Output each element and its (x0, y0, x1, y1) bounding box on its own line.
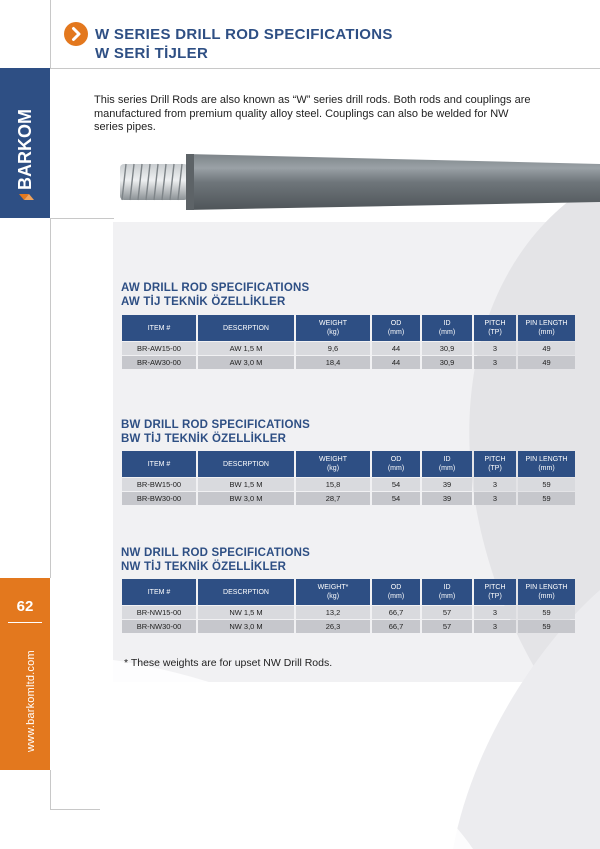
table-row (122, 478, 575, 491)
column-header: DESCRPTION (198, 579, 294, 605)
table-cell: 57 (422, 620, 472, 633)
page-number: 62 (16, 598, 34, 615)
table-cell: BR-BW30-00 (122, 492, 196, 505)
chevron-right-icon (64, 22, 88, 46)
website-link[interactable]: www.barkomltd.com (25, 650, 37, 752)
column-header: DESCRPTION (198, 315, 294, 341)
footer-rule (50, 809, 100, 810)
table-header-row (122, 451, 575, 477)
table-cell: BR-NW15-00 (122, 606, 196, 619)
table-cell: 30,9 (422, 356, 472, 369)
table-row (122, 342, 575, 355)
footnote: * These weights are for upset NW Drill Rods. (124, 657, 333, 669)
table-cell: 9,6 (296, 342, 370, 355)
table-cell: BW 1,5 M (198, 478, 294, 491)
table-cell: 59 (518, 478, 575, 491)
table-cell: 3 (474, 606, 516, 619)
table-cell: BW 3,0 M (198, 492, 294, 505)
table-cell: 59 (518, 492, 575, 505)
column-header: OD (mm) (372, 579, 420, 605)
rod-rule (50, 218, 114, 219)
column-header: ID (mm) (422, 315, 472, 341)
column-header: PIN LENGTH (mm) (518, 579, 575, 605)
column-header: PITCH (TP) (474, 315, 516, 341)
column-header: PIN LENGTH (mm) (518, 451, 575, 477)
column-header: WEIGHT* (kg) (296, 579, 370, 605)
table-cell: 66,7 (372, 606, 420, 619)
column-header: ITEM # (122, 315, 196, 341)
table-row (122, 492, 575, 505)
table-cell: NW 1,5 M (198, 606, 294, 619)
table-cell: 3 (474, 342, 516, 355)
table-cell: 49 (518, 356, 575, 369)
column-header: ID (mm) (422, 579, 472, 605)
table-cell: 59 (518, 606, 575, 619)
table-cell: NW 3,0 M (198, 620, 294, 633)
table-cell: 28,7 (296, 492, 370, 505)
column-header: PITCH (TP) (474, 579, 516, 605)
frame-line-top (50, 0, 51, 68)
page-subtitle: W SERİ TİJLER (95, 45, 209, 62)
table-cell: 44 (372, 356, 420, 369)
table-cell: 3 (474, 478, 516, 491)
table-cell: BR-NW30-00 (122, 620, 196, 633)
bw-section-subtitle: BW TİJ TEKNİK ÖZELLİKLER (121, 433, 287, 445)
intro-paragraph: This series Drill Rods are also known as “W” series drill rods. Both rods and couplings are manufactured from premium quality alloy steel. Couplings can also be welded for NW series pipes. (94, 94, 531, 133)
table-cell: 26,3 (296, 620, 370, 633)
table-cell: 39 (422, 492, 472, 505)
drill-rod-image (116, 150, 600, 214)
barkom-logo (5, 76, 45, 206)
table-header-row (122, 315, 575, 341)
column-header: WEIGHT (kg) (296, 315, 370, 341)
table-cell: 59 (518, 620, 575, 633)
aw-section-subtitle: AW TİJ TEKNİK ÖZELLİKLER (121, 296, 286, 308)
column-header: ITEM # (122, 451, 196, 477)
table-cell: 13,2 (296, 606, 370, 619)
column-header: PIN LENGTH (mm) (518, 315, 575, 341)
table-cell: 49 (518, 342, 575, 355)
nw-spec-table (120, 578, 577, 634)
aw-section-title: AW DRILL ROD SPECIFICATIONS (121, 282, 310, 294)
table-cell: 44 (372, 342, 420, 355)
table-cell: 18,4 (296, 356, 370, 369)
column-header: ITEM # (122, 579, 196, 605)
table-cell: 30,9 (422, 342, 472, 355)
frame-line-middle (50, 218, 51, 578)
table-row (122, 620, 575, 633)
page-title: W SERIES DRILL ROD SPECIFICATIONS (95, 26, 393, 43)
header-rule (50, 68, 600, 69)
column-header: WEIGHT (kg) (296, 451, 370, 477)
column-header: OD (mm) (372, 315, 420, 341)
table-cell: 39 (422, 478, 472, 491)
nw-section-subtitle: NW TİJ TEKNİK ÖZELLİKLER (121, 561, 287, 573)
column-header: DESCRPTION (198, 451, 294, 477)
table-cell: AW 1,5 M (198, 342, 294, 355)
bw-section-title: BW DRILL ROD SPECIFICATIONS (121, 419, 310, 431)
table-cell: 54 (372, 478, 420, 491)
table-row (122, 606, 575, 619)
page-number-underline (8, 622, 42, 623)
table-cell: 57 (422, 606, 472, 619)
table-cell: 3 (474, 356, 516, 369)
nw-section-title: NW DRILL ROD SPECIFICATIONS (121, 547, 310, 559)
table-cell: 3 (474, 620, 516, 633)
table-cell: 3 (474, 492, 516, 505)
column-header: PITCH (TP) (474, 451, 516, 477)
table-cell: BR-BW15-00 (122, 478, 196, 491)
table-cell: 66,7 (372, 620, 420, 633)
table-cell: 15,8 (296, 478, 370, 491)
table-cell: BR-AW30-00 (122, 356, 196, 369)
column-header: ID (mm) (422, 451, 472, 477)
sidebar-gap (0, 218, 50, 578)
bw-spec-table (120, 450, 577, 506)
table-header-row (122, 579, 575, 605)
table-cell: AW 3,0 M (198, 356, 294, 369)
logo-text: BARKOM (15, 109, 35, 190)
table-cell: 54 (372, 492, 420, 505)
table-row (122, 356, 575, 369)
column-header: OD (mm) (372, 451, 420, 477)
frame-line-bottom (50, 770, 51, 810)
table-cell: BR-AW15-00 (122, 342, 196, 355)
aw-spec-table (120, 314, 577, 370)
